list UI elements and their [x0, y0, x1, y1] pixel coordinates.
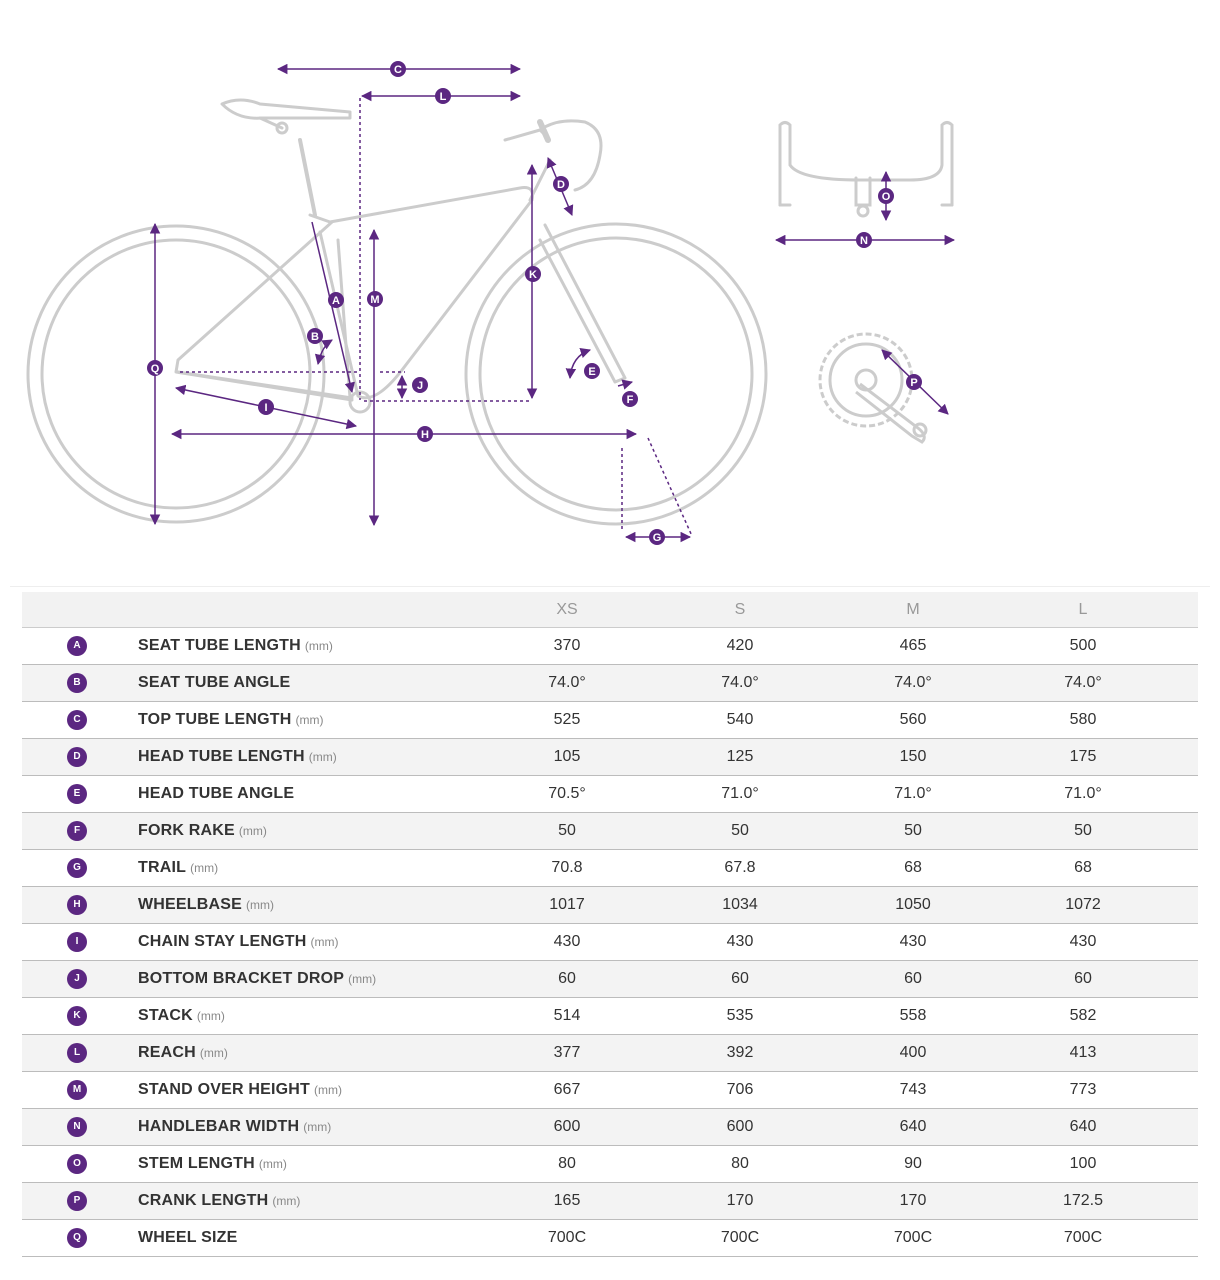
row-badge-cell — [22, 1183, 132, 1220]
measurement-unit: (mm) — [199, 1046, 228, 1060]
dimension-key-badge: H — [67, 895, 87, 915]
header-size-m: M — [858, 592, 968, 628]
measurement-name: SEAT TUBE LENGTH — [138, 637, 301, 654]
dimension-key-badge: A — [67, 636, 87, 656]
table-row-a — [22, 628, 1198, 665]
row-badge-cell — [22, 1072, 132, 1109]
value-m: 74.0° — [858, 665, 968, 702]
header-measure-col — [132, 592, 512, 628]
header-size-s: S — [622, 592, 858, 628]
dimension-key-badge: O — [67, 1154, 87, 1174]
value-m: 700C — [858, 1220, 968, 1257]
dim-badge-q — [147, 360, 163, 376]
table-row-c — [22, 702, 1198, 739]
measurement-unit: (mm) — [258, 1157, 287, 1171]
measurement-name-cell — [132, 813, 512, 850]
measurement-name-cell — [132, 887, 512, 924]
value-s: 67.8 — [622, 850, 858, 887]
measurement-name-cell — [132, 1072, 512, 1109]
row-badge-cell — [22, 961, 132, 998]
value-m: 560 — [858, 702, 968, 739]
measurement-name: STAND OVER HEIGHT — [138, 1081, 311, 1098]
dimension-badges — [147, 61, 922, 545]
table-row-b — [22, 665, 1198, 702]
value-s: 80 — [622, 1146, 858, 1183]
table-row-d — [22, 739, 1198, 776]
value-xs: 80 — [512, 1146, 622, 1183]
dim-badge-p — [906, 374, 922, 390]
svg-text:E: E — [588, 366, 596, 378]
value-xs: 667 — [512, 1072, 622, 1109]
row-badge-cell — [22, 813, 132, 850]
measurement-name-cell — [132, 998, 512, 1035]
row-badge-cell — [22, 1035, 132, 1072]
value-l: 172.5 — [968, 1183, 1198, 1220]
dim-badge-n — [856, 232, 872, 248]
svg-text:M: M — [370, 294, 380, 306]
table-row-k — [22, 998, 1198, 1035]
measurement-name: REACH — [138, 1044, 196, 1061]
dimension-key-badge: I — [67, 932, 87, 952]
handlebar-topview — [780, 123, 952, 217]
value-xs: 74.0° — [512, 665, 622, 702]
value-l: 60 — [968, 961, 1198, 998]
measurement-name: TRAIL — [138, 859, 187, 876]
row-badge-cell — [22, 850, 132, 887]
header-badge-col — [22, 592, 132, 628]
dimension-key-badge: P — [67, 1191, 87, 1211]
measurement-name-cell — [132, 850, 512, 887]
measurement-unit: (mm) — [314, 1083, 342, 1097]
value-s: 700C — [622, 1220, 858, 1257]
dimension-lines — [155, 69, 954, 537]
value-xs: 70.5° — [512, 776, 622, 813]
value-l: 1072 — [968, 887, 1198, 924]
value-l: 773 — [968, 1072, 1198, 1109]
value-m: 50 — [858, 813, 968, 850]
value-l: 640 — [968, 1109, 1198, 1146]
dim-badge-g — [649, 529, 665, 545]
measurement-name: BOTTOM BRACKET DROP — [138, 970, 345, 987]
value-l: 582 — [968, 998, 1198, 1035]
section-divider — [10, 586, 1210, 587]
measurement-name: FORK RAKE — [138, 822, 235, 839]
value-s: 60 — [622, 961, 858, 998]
header-size-l: L — [968, 592, 1198, 628]
measurement-unit: (mm) — [310, 935, 339, 949]
dimension-key-badge: M — [67, 1080, 87, 1100]
value-s: 1034 — [622, 887, 858, 924]
dim-badge-j — [412, 377, 428, 393]
value-s: 50 — [622, 813, 858, 850]
value-xs: 165 — [512, 1183, 622, 1220]
svg-text:L: L — [439, 91, 447, 103]
measurement-name: SEAT TUBE ANGLE — [138, 674, 291, 691]
table-row-j — [22, 961, 1198, 998]
dim-badge-o — [878, 188, 894, 204]
measurement-unit: (mm) — [246, 898, 275, 912]
measurement-unit: (mm) — [238, 824, 267, 838]
value-xs: 377 — [512, 1035, 622, 1072]
value-xs: 370 — [512, 628, 622, 665]
value-xs: 1017 — [512, 887, 622, 924]
value-s: 540 — [622, 702, 858, 739]
table-row-h — [22, 887, 1198, 924]
value-s: 600 — [622, 1109, 858, 1146]
measurement-name: TOP TUBE LENGTH — [138, 711, 292, 728]
table-row-l — [22, 1035, 1198, 1072]
dimension-key-badge: C — [67, 710, 87, 730]
dim-badge-m — [367, 291, 383, 307]
dim-badge-l — [435, 88, 451, 104]
header-size-xs: XS — [512, 592, 622, 628]
value-xs: 50 — [512, 813, 622, 850]
measurement-name: HEAD TUBE LENGTH — [138, 748, 305, 765]
measurement-name: WHEEL SIZE — [138, 1229, 238, 1246]
row-badge-cell — [22, 776, 132, 813]
measurement-unit: (mm) — [196, 1009, 225, 1023]
dim-badge-e — [584, 363, 600, 379]
measurement-name-cell — [132, 924, 512, 961]
value-m: 1050 — [858, 887, 968, 924]
measurement-name: HANDLEBAR WIDTH — [138, 1118, 300, 1135]
dimension-key-badge: N — [67, 1117, 87, 1137]
value-m: 465 — [858, 628, 968, 665]
value-m: 68 — [858, 850, 968, 887]
row-badge-cell — [22, 628, 132, 665]
svg-text:P: P — [910, 377, 918, 389]
dimension-key-badge: J — [67, 969, 87, 989]
svg-text:C: C — [394, 64, 402, 76]
table-header-row — [22, 592, 1198, 628]
dimension-key-badge: F — [67, 821, 87, 841]
geometry-table — [22, 592, 1198, 1257]
dim-badge-a — [328, 292, 344, 308]
svg-text:A: A — [332, 295, 340, 307]
value-l: 580 — [968, 702, 1198, 739]
svg-text:N: N — [860, 235, 868, 247]
svg-text:Q: Q — [150, 363, 160, 375]
dimension-key-badge: G — [67, 858, 87, 878]
value-l: 175 — [968, 739, 1198, 776]
row-badge-cell — [22, 887, 132, 924]
measurement-name-cell — [132, 628, 512, 665]
measurement-unit: (mm) — [190, 861, 219, 875]
value-xs: 514 — [512, 998, 622, 1035]
svg-text:G: G — [652, 532, 662, 544]
value-m: 150 — [858, 739, 968, 776]
value-l: 430 — [968, 924, 1198, 961]
value-s: 74.0° — [622, 665, 858, 702]
value-s: 535 — [622, 998, 858, 1035]
dimension-key-badge: Q — [67, 1228, 87, 1248]
measurement-unit: (mm) — [348, 972, 377, 986]
measurement-name: HEAD TUBE ANGLE — [138, 785, 295, 802]
table-row-f — [22, 813, 1198, 850]
value-l: 413 — [968, 1035, 1198, 1072]
measurement-name-cell — [132, 1146, 512, 1183]
value-m: 170 — [858, 1183, 968, 1220]
dim-badge-i — [258, 399, 274, 415]
value-s: 170 — [622, 1183, 858, 1220]
measurement-name-cell — [132, 961, 512, 998]
row-badge-cell — [22, 702, 132, 739]
dimension-key-badge: E — [67, 784, 87, 804]
svg-text:B: B — [311, 331, 319, 343]
dim-badge-f — [622, 391, 638, 407]
row-badge-cell — [22, 998, 132, 1035]
svg-text:H: H — [421, 429, 429, 441]
measurement-name-cell — [132, 739, 512, 776]
value-s: 125 — [622, 739, 858, 776]
table-row-i — [22, 924, 1198, 961]
dimension-key-badge: K — [67, 1006, 87, 1026]
value-xs: 700C — [512, 1220, 622, 1257]
svg-text:D: D — [557, 179, 565, 191]
table-row-m — [22, 1072, 1198, 1109]
measurement-unit: (mm) — [308, 750, 337, 764]
measurement-name: CHAIN STAY LENGTH — [138, 933, 307, 950]
value-xs: 600 — [512, 1109, 622, 1146]
measurement-unit: (mm) — [272, 1194, 301, 1208]
row-badge-cell — [22, 1146, 132, 1183]
value-l: 50 — [968, 813, 1198, 850]
svg-text:F: F — [626, 394, 634, 406]
value-m: 90 — [858, 1146, 968, 1183]
value-m: 640 — [858, 1109, 968, 1146]
dim-badge-h — [417, 426, 433, 442]
dim-badge-d — [553, 176, 569, 192]
table-row-p — [22, 1183, 1198, 1220]
value-m: 60 — [858, 961, 968, 998]
value-s: 430 — [622, 924, 858, 961]
value-l: 74.0° — [968, 665, 1198, 702]
dimension-key-badge: L — [67, 1043, 87, 1063]
measurement-name-cell — [132, 1220, 512, 1257]
measurement-name: CRANK LENGTH — [138, 1192, 269, 1209]
value-l: 68 — [968, 850, 1198, 887]
table-row-o — [22, 1146, 1198, 1183]
value-m: 743 — [858, 1072, 968, 1109]
table-row-g — [22, 850, 1198, 887]
bike-frame — [176, 100, 625, 412]
value-l: 500 — [968, 628, 1198, 665]
measurement-name-cell — [132, 1183, 512, 1220]
dimension-key-badge: D — [67, 747, 87, 767]
value-l: 100 — [968, 1146, 1198, 1183]
measurement-name-cell — [132, 1035, 512, 1072]
measurement-name: STEM LENGTH — [138, 1155, 255, 1172]
table-row-q — [22, 1220, 1198, 1257]
measurement-name: WHEELBASE — [138, 896, 243, 913]
value-xs: 105 — [512, 739, 622, 776]
measurement-unit: (mm) — [303, 1120, 332, 1134]
dim-badge-c — [390, 61, 406, 77]
svg-text:K: K — [529, 269, 537, 281]
table-row-e — [22, 776, 1198, 813]
value-l: 700C — [968, 1220, 1198, 1257]
value-m: 430 — [858, 924, 968, 961]
value-xs: 60 — [512, 961, 622, 998]
svg-text:I: I — [264, 402, 268, 414]
measurement-name-cell — [132, 1109, 512, 1146]
measurement-unit: (mm) — [295, 713, 324, 727]
measurement-name-cell — [132, 665, 512, 702]
dim-badge-k — [525, 266, 541, 282]
svg-text:O: O — [881, 191, 891, 203]
value-m: 558 — [858, 998, 968, 1035]
measurement-name-cell — [132, 776, 512, 813]
measurement-name: STACK — [138, 1007, 193, 1024]
table-row-n — [22, 1109, 1198, 1146]
value-m: 400 — [858, 1035, 968, 1072]
value-s: 392 — [622, 1035, 858, 1072]
value-m: 71.0° — [858, 776, 968, 813]
value-s: 706 — [622, 1072, 858, 1109]
dimension-key-badge: B — [67, 673, 87, 693]
measurement-name-cell — [132, 702, 512, 739]
value-xs: 525 — [512, 702, 622, 739]
row-badge-cell — [22, 739, 132, 776]
row-badge-cell — [22, 924, 132, 961]
value-s: 71.0° — [622, 776, 858, 813]
measurement-unit: (mm) — [304, 639, 333, 653]
value-l: 71.0° — [968, 776, 1198, 813]
svg-text:J: J — [416, 380, 424, 392]
row-badge-cell — [22, 665, 132, 702]
value-xs: 430 — [512, 924, 622, 961]
value-xs: 70.8 — [512, 850, 622, 887]
row-badge-cell — [22, 1109, 132, 1146]
value-s: 420 — [622, 628, 858, 665]
bike-geometry-diagram — [0, 0, 1220, 585]
row-badge-cell — [22, 1220, 132, 1257]
front-wheel — [466, 224, 766, 524]
dim-badge-b — [307, 328, 323, 344]
